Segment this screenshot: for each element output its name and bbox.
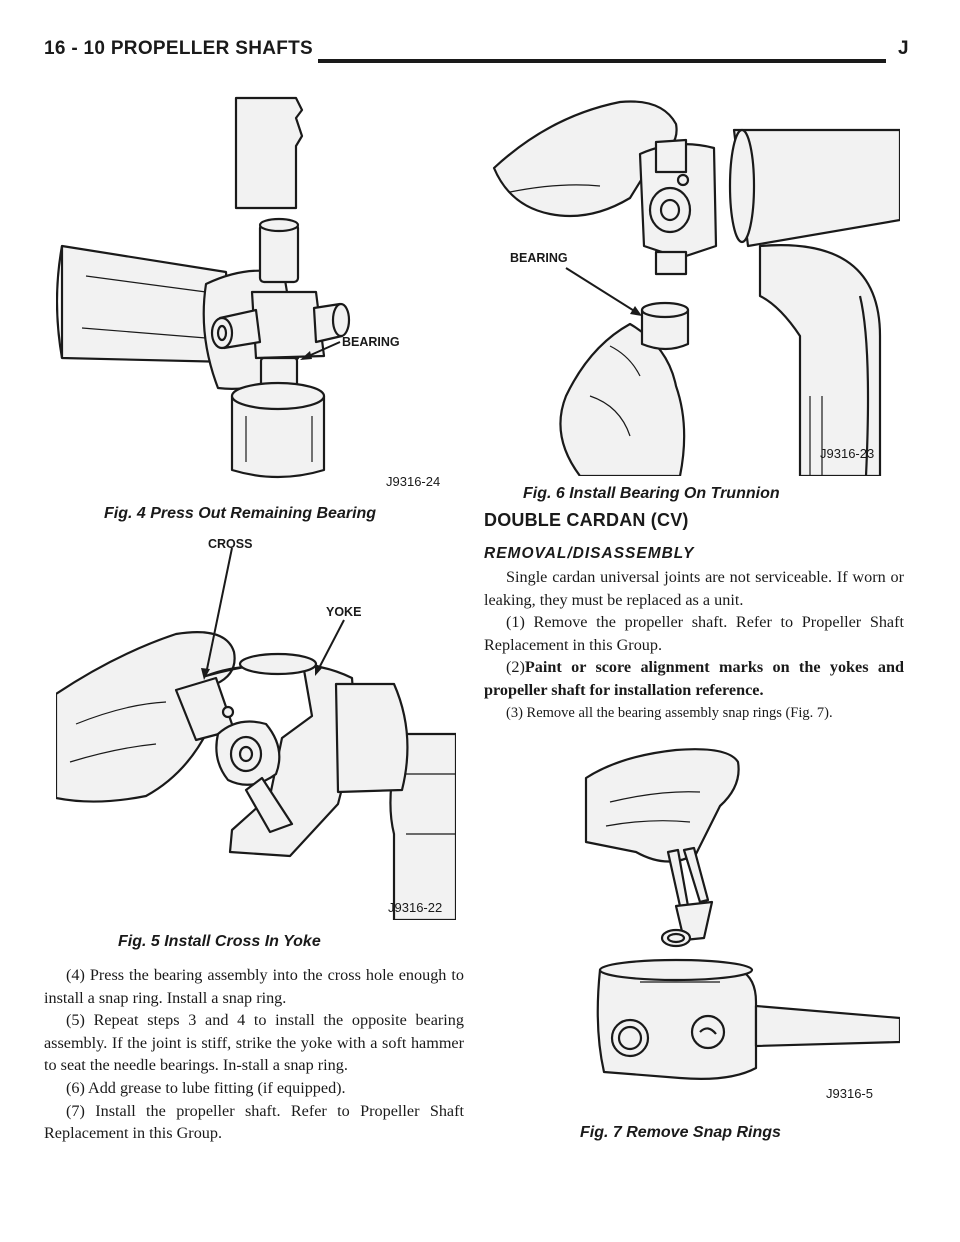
subsection-title: REMOVAL/DISASSEMBLY xyxy=(484,545,695,562)
page-header-letter: J xyxy=(898,38,909,59)
left-column-steps xyxy=(44,964,464,1145)
figure-6-id: J9316-23 xyxy=(820,446,875,461)
figure-5-caption: Fig. 5 Install Cross In Yoke xyxy=(118,933,321,950)
step-3: (3) Remove all the bearing assembly snap rings (Fig. 7). xyxy=(506,704,833,721)
callout-cross: CROSS xyxy=(208,537,253,551)
figure-6-illustration xyxy=(480,96,900,476)
header-rule xyxy=(318,59,886,63)
callout-yoke: YOKE xyxy=(326,605,362,619)
figure-5-illustration xyxy=(56,534,456,920)
figure-4-illustration xyxy=(56,96,456,496)
page-header-title: 16 - 10 PROPELLER SHAFTS xyxy=(44,38,314,59)
step-7: (7) Install the propeller shaft. Refer to Propeller Shaft Replacement in this Group. xyxy=(44,1101,464,1143)
figure-7-caption: Fig. 7 Remove Snap Rings xyxy=(580,1124,781,1141)
step-2-text: Paint or score alignment marks on the yokes and propeller shaft for installation reference. xyxy=(484,658,904,699)
figure-7-id: J9316-5 xyxy=(826,1086,873,1101)
figure-4-id: J9316-24 xyxy=(386,474,441,489)
step-2 xyxy=(484,656,904,701)
figure-5-id: J9316-22 xyxy=(388,900,443,915)
step-5: (5) Repeat steps 3 and 4 to install the opposite bearing assembly. If the joint is stiff, strike the yoke with a soft hammer to seat the needle bearings. In-stall a snap ring. xyxy=(44,1011,464,1075)
right-column-text xyxy=(484,566,904,724)
step-4: (4) Press the bearing assembly into the cross hole enough to install a snap ring. Install a snap ring. xyxy=(44,966,464,1007)
step-6: (6) Add grease to lube fitting (if equipped). xyxy=(66,1078,346,1097)
figure-7-illustration xyxy=(580,742,900,1104)
figure-4-caption: Fig. 4 Press Out Remaining Bearing xyxy=(104,505,377,522)
callout-bearing-fig4: BEARING xyxy=(342,335,400,349)
figure-6-caption: Fig. 6 Install Bearing On Trunnion xyxy=(523,485,780,502)
step-2-number: (2) xyxy=(506,658,525,677)
intro-paragraph: Single cardan universal joints are not serviceable. If worn or leaking, they must be replaced as a unit. xyxy=(484,568,904,609)
callout-bearing-fig6: BEARING xyxy=(510,251,568,265)
step-1: (1) Remove the propeller shaft. Refer to Propeller Shaft Replacement in this Group. xyxy=(484,613,904,654)
section-title: DOUBLE CARDAN (CV) xyxy=(484,510,689,530)
